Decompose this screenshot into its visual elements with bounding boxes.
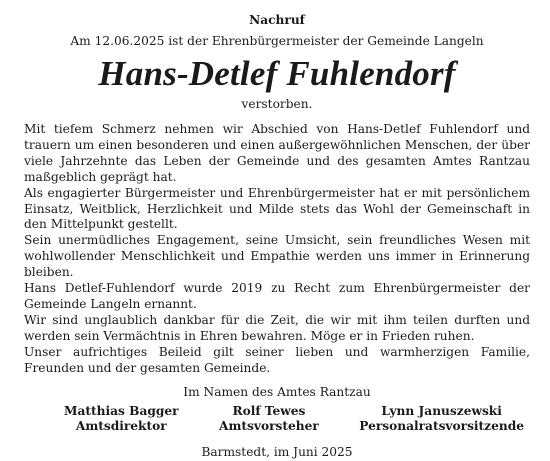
signatory <box>359 404 524 435</box>
notice-heading: Nachruf <box>249 13 305 27</box>
signatory-name: Rolf Tewes <box>232 403 306 418</box>
body-paragraph: Sein unermüdliches Engagement, seine Umsicht, sein freundliches Wesen mit wohlwollender Menschlichkeit und Empathie werden uns immer in Erinnerung bleiben. <box>24 233 530 280</box>
signatory-title: Amtsdirektor <box>75 419 167 433</box>
notice-body <box>24 122 530 377</box>
body-paragraph: Als engagierter Bürgermeister und Ehrenbürgermeister hat er mit persönlichem Einsatz, Weitblick, Herzlichkeit und Milde stets das Wohl der Gemeinschaft in den Mittelpunkt gestellt. <box>24 185 530 232</box>
on-behalf-line: Im Namen des Amtes Rantzau <box>183 384 371 399</box>
signatory-title: Amtsvorsteher <box>219 419 319 433</box>
signatory-name: Lynn Januszewski <box>381 403 502 418</box>
place-date: Barmstedt, im Juni 2025 <box>201 444 353 459</box>
body-paragraph: Mit tiefem Schmerz nehmen wir Abschied von Hans-Detlef Fuhlendorf und trauern um einen besonderen und einen außergewöhnlichen Menschen, der über viele Jahrzehnte das Leben der Gemeinde und des gesamten Amtes Rantzau maßgeblich geprägt hat. <box>24 122 530 184</box>
body-paragraph: Hans Detlef-Fuhlendorf wurde 2019 zu Recht zum Ehrenbürgermeister der Gemeinde Langeln ernannt. <box>24 281 530 311</box>
signatory <box>64 404 179 435</box>
deceased-name: Hans-Detlef Fuhlendorf <box>98 54 456 93</box>
body-paragraph: Unser aufrichtiges Beileid gilt seiner lieben und warmherzigen Familie, Freunden und der gesamten Gemeinde. <box>24 344 530 375</box>
signatory-title: Personalratsvorsitzende <box>359 419 524 433</box>
signatories <box>24 404 530 435</box>
intro-line: Am 12.06.2025 ist der Ehrenbürgermeister der Gemeinde Langeln <box>70 34 484 48</box>
body-paragraph: Wir sind unglaublich dankbar für die Zeit, die wir mit ihm teilen durften und werden sein Vermächtnis in Ehren bewahren. Möge er in Frieden ruhen. <box>24 312 530 343</box>
status-line: verstorben. <box>241 97 313 111</box>
signatory-name: Matthias Bagger <box>64 403 179 418</box>
signatory <box>219 404 319 435</box>
